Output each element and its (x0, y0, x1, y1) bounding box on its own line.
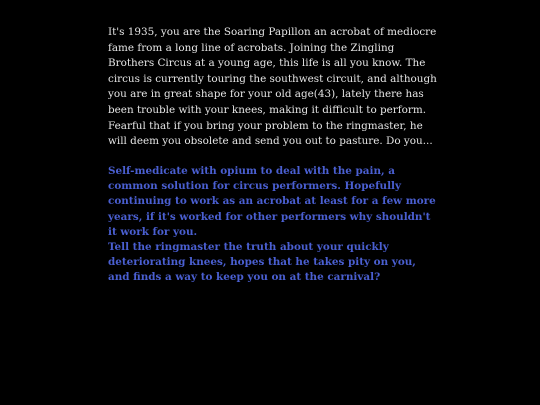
choice-self-medicate-link[interactable]: Self-medicate with opium to deal with the pain, a common solution for circus performers. Hopefully continuing to work as an acrobat at least for a few more years, if it's worked for other performers why shouldn't it work for you. (108, 165, 436, 238)
story-passage: It's 1935, you are the Soaring Papillon an acrobat of mediocre fame from a long line of acrobats. Joining the Zingling Brothers Circus at a young age, this life is all you know. The circus is currently touring the southwest circuit, and although you are in great shape for your old age(43), lately there has been trouble with your knees, making it difficult to perform. Fearful that if you bring your problem to the ringmaster, he will deem you obsolete and send you out to pasture. Do you... (108, 26, 437, 148)
choice-tell-ringmaster-link[interactable]: Tell the ringmaster the truth about your quickly deteriorating knees, hopes that he takes pity on you, and finds a way to keep you on at the carnival? (108, 241, 416, 284)
